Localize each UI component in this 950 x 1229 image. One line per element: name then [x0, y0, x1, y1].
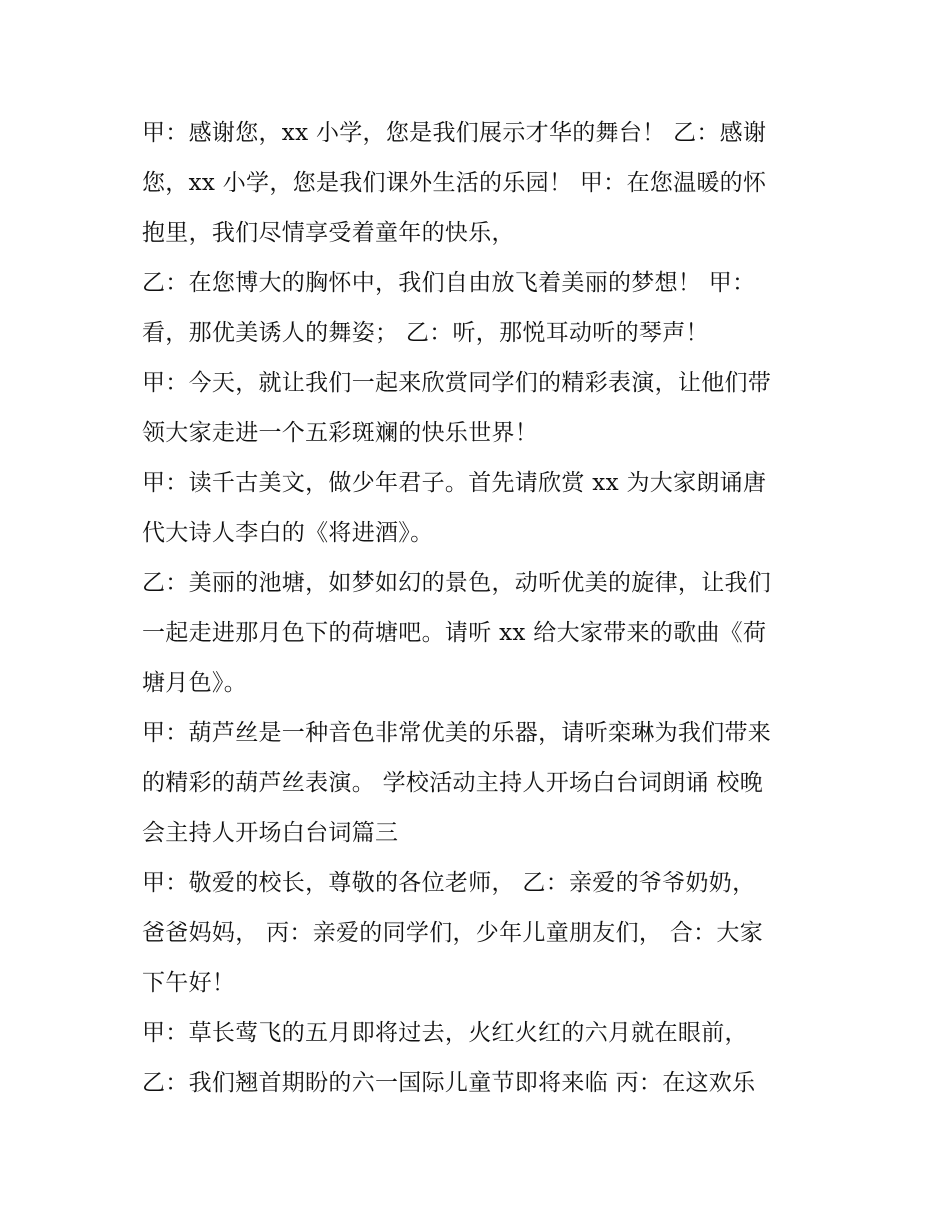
text-body: [142, 108, 822, 1108]
text-line: 的精彩的葫芦丝表演。 学校活动主持人开场白台词朗诵 校晚: [142, 770, 764, 796]
text-line: 爸爸妈妈， 丙：亲爱的同学们，少年儿童朋友们， 合：大家: [142, 920, 764, 946]
text-line: 您，xx 小学，您是我们课外生活的乐园！ 甲：在您温暖的怀: [142, 170, 767, 196]
text-line: 一起走进那月色下的荷塘吧。请听 xx 给大家带来的歌曲《荷: [142, 620, 767, 646]
text-line: 领大家走进一个五彩斑斓的快乐世界！: [142, 420, 539, 446]
text-line: 塘月色》。: [142, 670, 247, 696]
text-line: 乙：我们翘首期盼的六一国际儿童节即将来临 丙：在这欢乐: [142, 1070, 756, 1096]
text-line: 甲：读千古美文，做少年君子。首先请欣赏 xx 为大家朗诵唐: [142, 470, 767, 496]
text-line: 甲：感谢您，xx 小学，您是我们展示才华的舞台！ 乙：感谢: [142, 120, 767, 146]
text-line: 乙：在您博大的胸怀中，我们自由放飞着美丽的梦想！ 甲：: [142, 270, 756, 296]
text-line: 甲：草长莺飞的五月即将过去，火红火红的六月就在眼前，: [142, 1020, 748, 1046]
text-line: 乙：美丽的池塘，如梦如幻的景色，动听优美的旋律，让我们: [142, 570, 772, 596]
text-line: 甲：敬爱的校长，尊敬的各位老师， 乙：亲爱的爷爷奶奶，: [142, 870, 756, 896]
text-line: 会主持人开场白台词篇三: [142, 820, 399, 846]
text-line: 看，那优美诱人的舞姿； 乙：听，那悦耳动听的琴声！: [142, 320, 709, 346]
text-line: 甲：今天，就让我们一起来欣赏同学们的精彩表演，让他们带: [142, 370, 772, 396]
text-line: 代大诗人李白的《将进酒》。: [142, 520, 434, 546]
text-line: 抱里，我们尽情享受着童年的快乐，: [142, 220, 515, 246]
text-line: 甲：葫芦丝是一种音色非常优美的乐器，请听栾琳为我们带来: [142, 720, 772, 746]
text-line: 下午好！: [142, 970, 236, 996]
